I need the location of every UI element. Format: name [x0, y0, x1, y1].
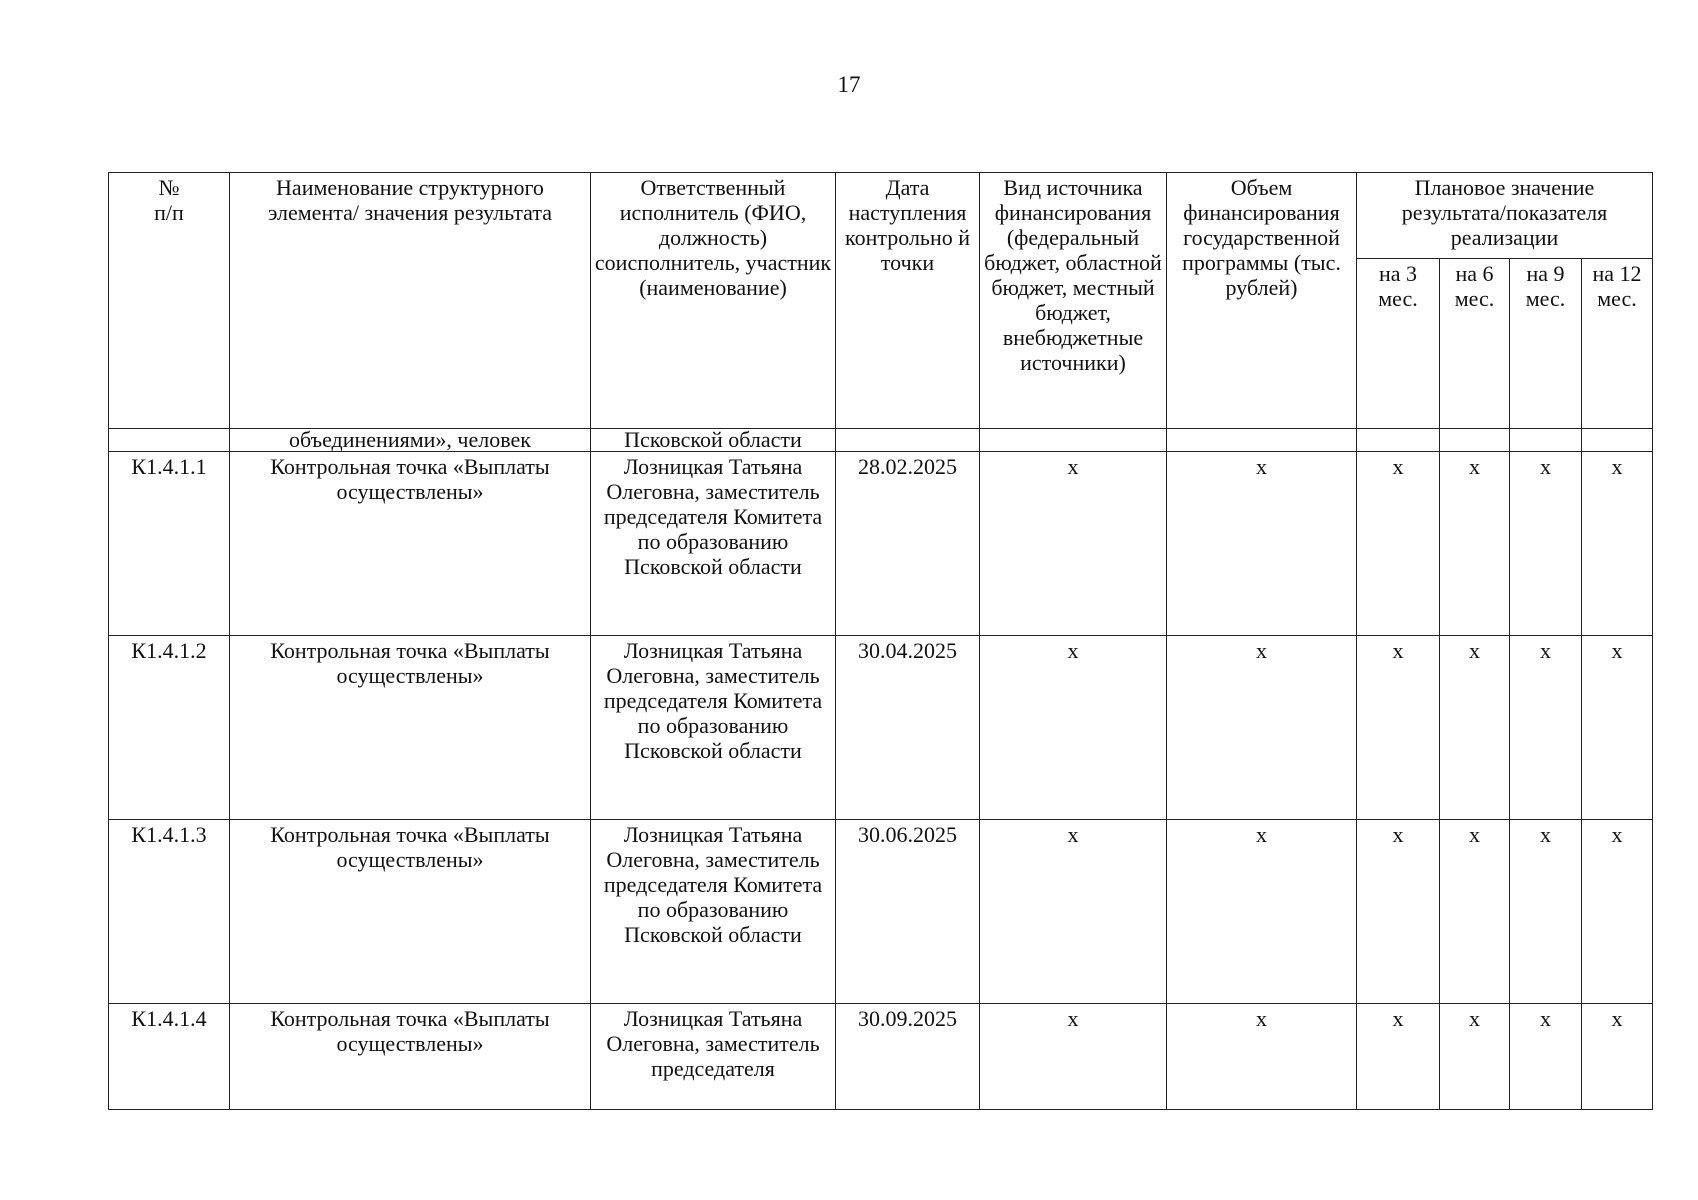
cell-m9: [1510, 429, 1582, 452]
cell-m9: x: [1510, 1004, 1582, 1110]
cell-executor: Лозницкая Татьяна Олеговна, заместитель председателя Комитета по образованию Псковской области: [591, 636, 836, 820]
control-points-table: [108, 172, 1653, 1110]
cell-source: [980, 429, 1167, 452]
header-volume: Объем финансирования государственной программы (тыс. рублей): [1167, 173, 1357, 429]
cell-m6: x: [1440, 452, 1510, 636]
cell-source: x: [980, 452, 1167, 636]
header-m12: на 12 мес.: [1582, 259, 1653, 429]
table-row: [109, 1004, 1653, 1110]
cell-executor: Псковской области: [591, 429, 836, 452]
cell-m9: x: [1510, 636, 1582, 820]
cell-name: объединениями», человек: [230, 429, 591, 452]
cell-m6: x: [1440, 1004, 1510, 1110]
cell-date: [836, 429, 980, 452]
cell-name: Контрольная точка «Выплаты осуществлены»: [230, 820, 591, 1004]
cell-m12: x: [1582, 452, 1653, 636]
cell-num: К1.4.1.3: [109, 820, 230, 1004]
table-row: [109, 636, 1653, 820]
header-m6: на 6 мес.: [1440, 259, 1510, 429]
table-row-continuation: [109, 429, 1653, 452]
cell-m9: x: [1510, 452, 1582, 636]
cell-m3: x: [1357, 1004, 1440, 1110]
cell-executor: Лозницкая Татьяна Олеговна, заместитель председателя Комитета по образованию Псковской области: [591, 452, 836, 636]
cell-num: К1.4.1.2: [109, 636, 230, 820]
cell-date: 30.09.2025: [836, 1004, 980, 1110]
header-date: Дата наступления контрольно й точки: [836, 173, 980, 429]
cell-m12: x: [1582, 1004, 1653, 1110]
cell-m12: [1582, 429, 1653, 452]
table-body: [109, 429, 1653, 1110]
page-number: 17: [837, 72, 861, 97]
cell-m3: x: [1357, 820, 1440, 1004]
header-m9: на 9 мес.: [1510, 259, 1582, 429]
cell-source: x: [980, 820, 1167, 1004]
cell-executor: Лозницкая Татьяна Олеговна, заместитель председателя Комитета по образованию Псковской области: [591, 820, 836, 1004]
cell-m6: x: [1440, 636, 1510, 820]
cell-date: 30.06.2025: [836, 820, 980, 1004]
cell-source: x: [980, 1004, 1167, 1110]
cell-volume: x: [1167, 636, 1357, 820]
cell-m3: [1357, 429, 1440, 452]
table-header: [109, 173, 1653, 429]
cell-num: К1.4.1.4: [109, 1004, 230, 1110]
cell-m6: [1440, 429, 1510, 452]
cell-date: 28.02.2025: [836, 452, 980, 636]
cell-executor: Лозницкая Татьяна Олеговна, заместитель председателя: [591, 1004, 836, 1110]
cell-volume: [1167, 429, 1357, 452]
cell-volume: x: [1167, 452, 1357, 636]
cell-num: [109, 429, 230, 452]
cell-name: Контрольная точка «Выплаты осуществлены»: [230, 636, 591, 820]
table-row: [109, 452, 1653, 636]
cell-volume: x: [1167, 1004, 1357, 1110]
cell-volume: x: [1167, 820, 1357, 1004]
header-source: Вид источника финансирования (федеральный бюджет, областной бюджет, местный бюджет, внебюджетные источники): [980, 173, 1167, 429]
cell-m9: x: [1510, 820, 1582, 1004]
header-row: [109, 173, 1653, 259]
cell-date: 30.04.2025: [836, 636, 980, 820]
cell-m6: x: [1440, 820, 1510, 1004]
cell-num: К1.4.1.1: [109, 452, 230, 636]
cell-name: Контрольная точка «Выплаты осуществлены»: [230, 1004, 591, 1110]
header-planned: Плановое значение результата/показателя реализации: [1357, 173, 1653, 259]
header-executor: Ответственный исполнитель (ФИО, должность) соисполнитель, участник (наименование): [591, 173, 836, 429]
cell-name: Контрольная точка «Выплаты осуществлены»: [230, 452, 591, 636]
header-num: № п/п: [109, 173, 230, 429]
header-name: Наименование структурного элемента/ значения результата: [230, 173, 591, 429]
table-row: [109, 820, 1653, 1004]
header-m3: на 3 мес.: [1357, 259, 1440, 429]
cell-source: x: [980, 636, 1167, 820]
cell-m12: x: [1582, 820, 1653, 1004]
cell-m3: x: [1357, 636, 1440, 820]
cell-m12: x: [1582, 636, 1653, 820]
cell-m3: x: [1357, 452, 1440, 636]
